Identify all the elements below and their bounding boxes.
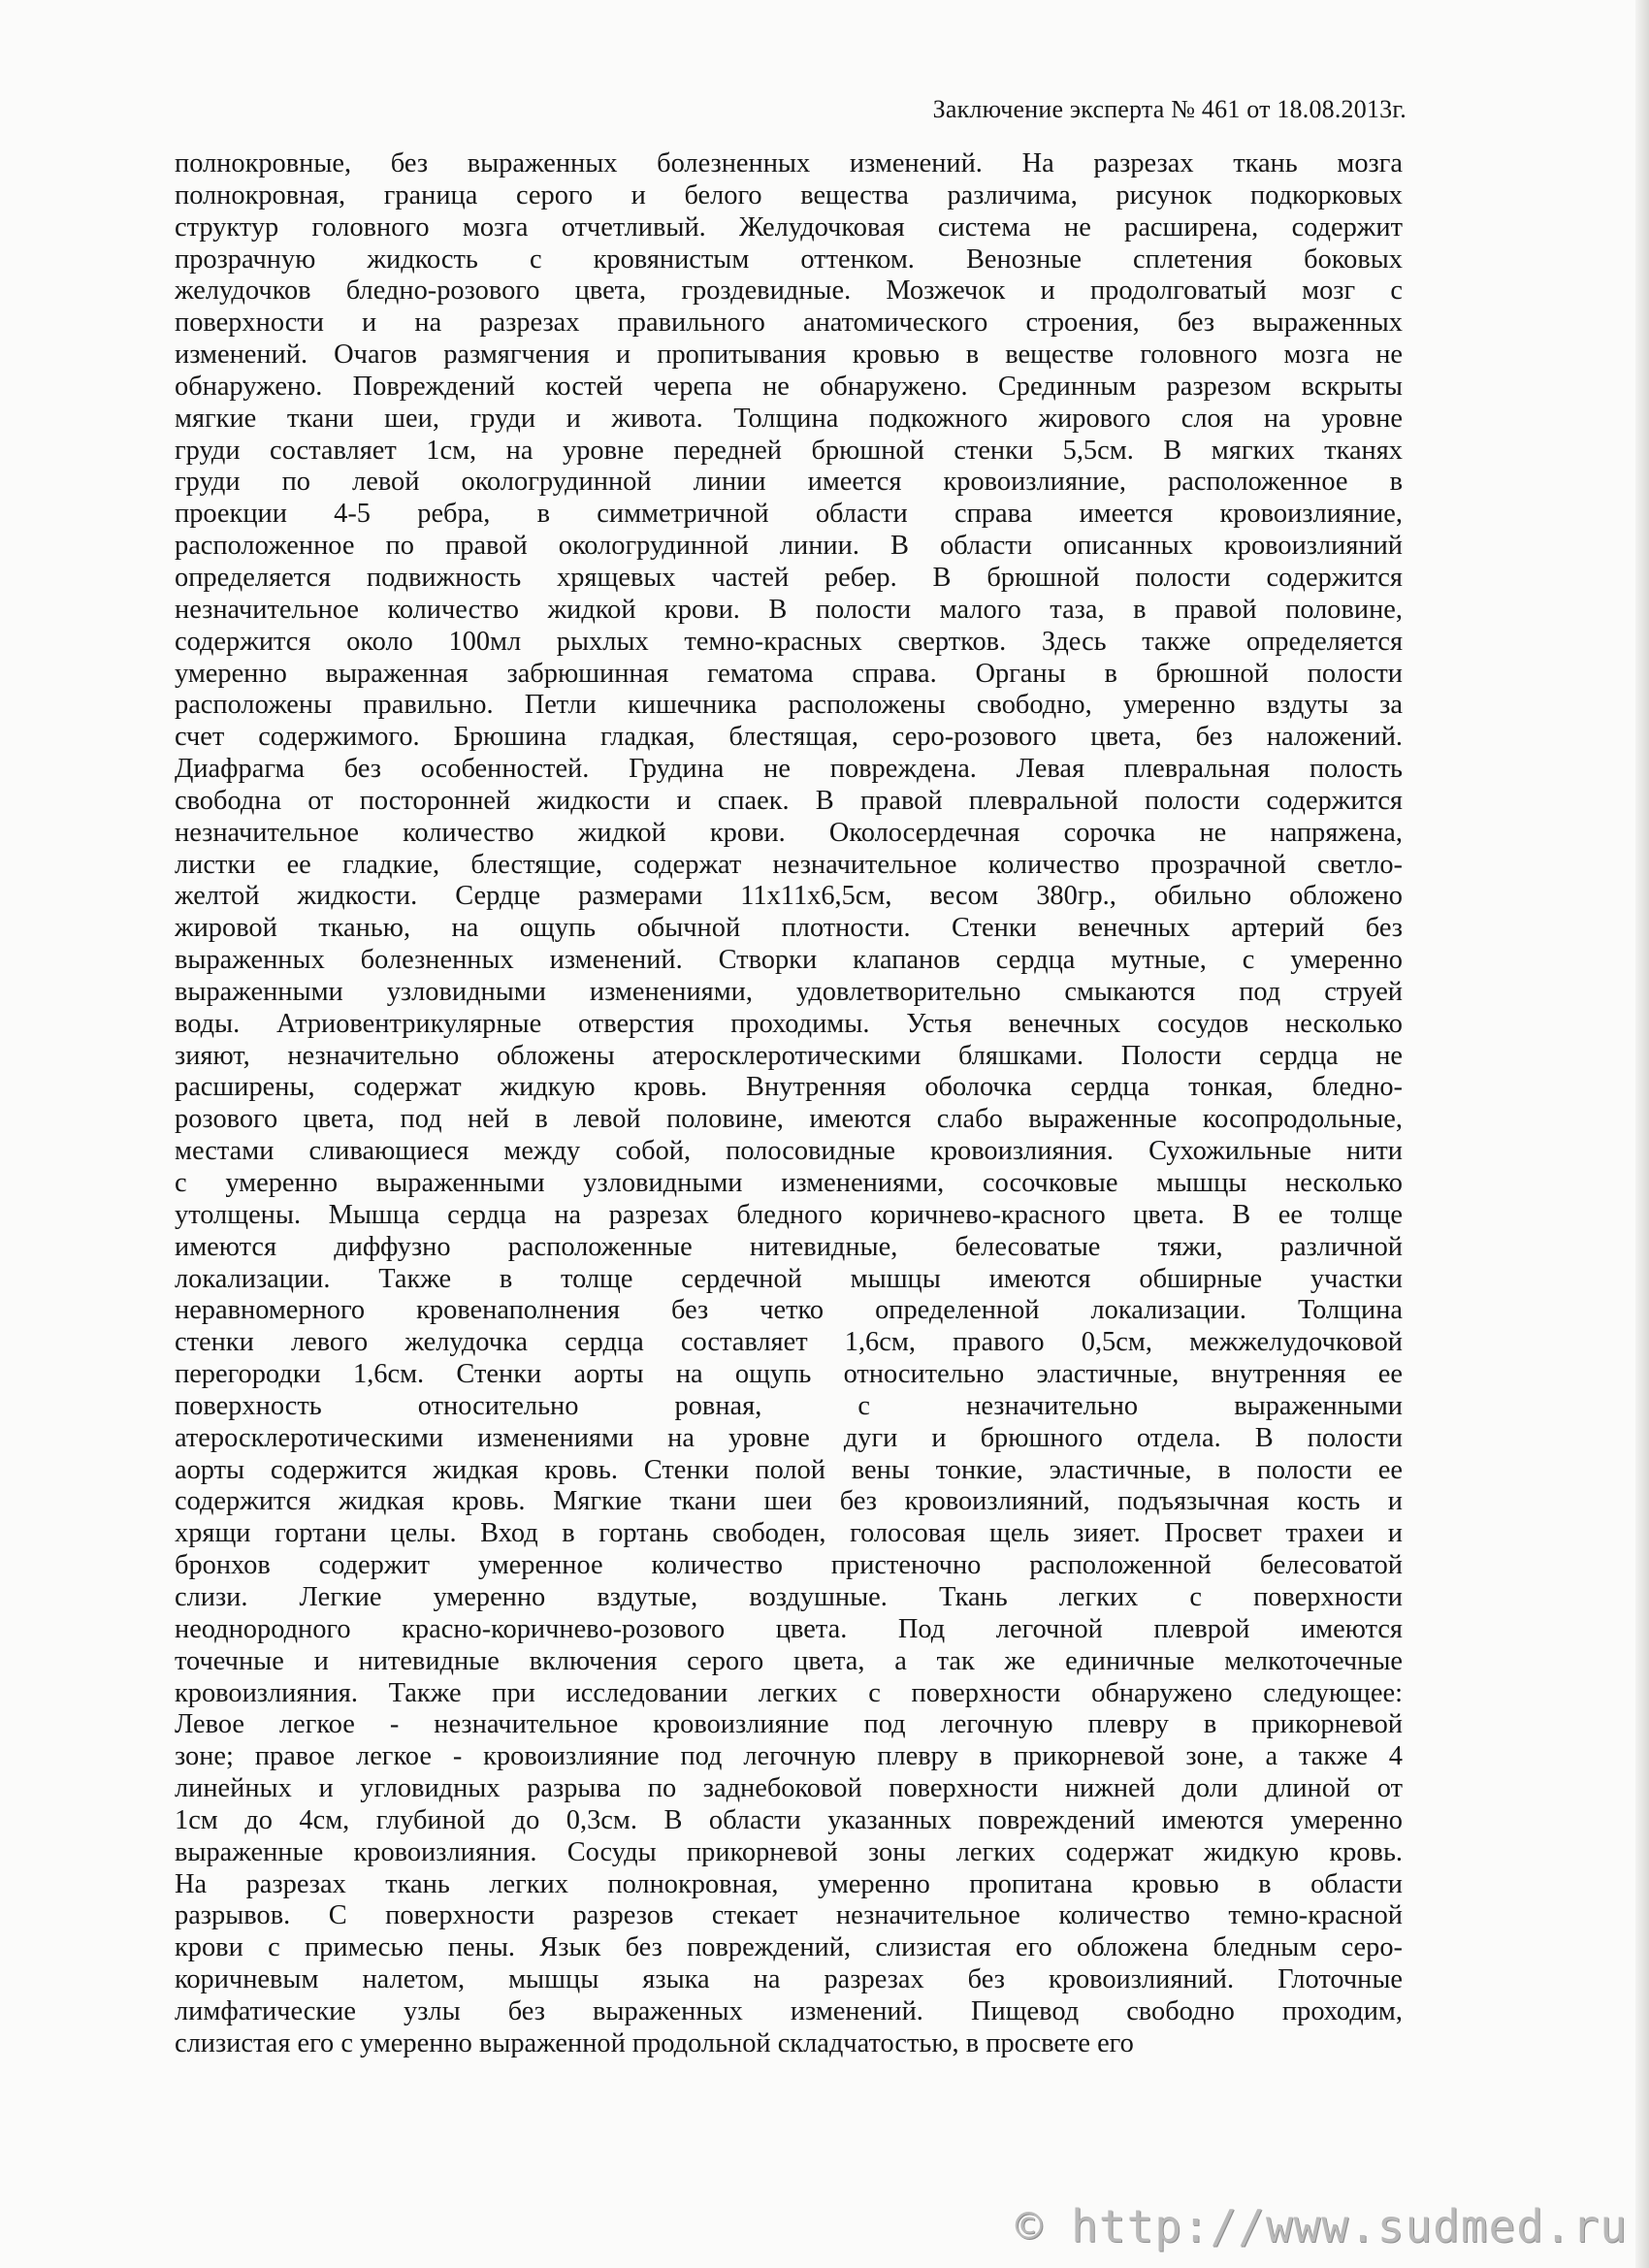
body-line: свободна от посторонней жидкости и спаек. В правой плевральной полости содержится: [175, 785, 1403, 816]
body-line: коричневым налетом, мышцы языка на разрезах без кровоизлияний. Глоточные: [175, 1964, 1403, 1995]
body-line: груди по левой окологрудинной линии имеется кровоизлияние, расположенное в: [175, 467, 1403, 498]
body-line: слизи. Легкие умеренно вздутые, воздушные. Ткань легких с поверхности: [175, 1581, 1403, 1612]
body-line: изменений. Очагов размягчения и пропитывания кровью в веществе головного мозга не: [175, 340, 1403, 371]
body-line: зияют, незначительно обложены атеросклеротическими бляшками. Полости сердца не: [175, 1040, 1403, 1071]
body-line: разрывов. С поверхности разрезов стекает незначительное количество темно-красной: [175, 1900, 1403, 1931]
body-line: с умеренно выраженными узловидными изменениями, сосочковые мышцы несколько: [175, 1168, 1403, 1198]
body-line: 1см до 4см, глубиной до 0,3см. В области указанных повреждений имеются умеренно: [175, 1804, 1403, 1835]
body-line: бронхов содержит умеренное количество пристеночно расположенной белесоватой: [175, 1550, 1403, 1581]
body-line: локализации. Также в толще сердечной мышцы имеются обширные участки: [175, 1263, 1403, 1294]
body-line: хрящи гортани целы. Вход в гортань свободен, голосовая щель зияет. Просвет трахеи и: [175, 1518, 1403, 1549]
body-line: поверхности и на разрезах правильного анатомического строения, без выраженных: [175, 308, 1403, 339]
body-line: прозрачную жидкость с кровянистым оттенком. Венозные сплетения боковых: [175, 243, 1403, 275]
body-line: неоднородного красно-коричнево-розового цвета. Под легочной плеврой имеются: [175, 1613, 1403, 1644]
body-line: умеренно выраженная забрюшинная гематома справа. Органы в брюшной полости: [175, 658, 1403, 689]
body-line: мягкие ткани шеи, груди и живота. Толщина подкожного жирового слоя на уровне: [175, 403, 1403, 434]
body-line: груди составляет 1см, на уровне передней брюшной стенки 5,5см. В мягких тканях: [175, 435, 1403, 466]
document-body: [175, 148, 1403, 2093]
body-line: незначительное количество жидкой крови. Околосердечная сорочка не напряжена,: [175, 817, 1403, 848]
body-line: расположены правильно. Петли кишечника расположены свободно, умеренно вздуты за: [175, 690, 1403, 721]
body-line: поверхность относительно ровная, с незначительно выраженными: [175, 1390, 1403, 1421]
body-line: местами сливающиеся между собой, полосовидные кровоизлияния. Сухожильные нити: [175, 1136, 1403, 1167]
body-line: стенки левого желудочка сердца составляет 1,6см, правого 0,5см, межжелудочковой: [175, 1327, 1403, 1358]
body-line: зоне; правое легкое - кровоизлияние под легочную плевру в прикорневой зоне, а также 4: [175, 1741, 1403, 1772]
body-line: листки ее гладкие, блестящие, содержат незначительное количество прозрачной светло-: [175, 849, 1403, 880]
body-line: розового цвета, под ней в левой половине, имеются слабо выраженные косопродольные,: [175, 1104, 1403, 1135]
body-line: Диафрагма без особенностей. Грудина не повреждена. Левая плевральная полость: [175, 754, 1403, 785]
body-line: перегородки 1,6см. Стенки аорты на ощупь относительно эластичные, внутренняя ее: [175, 1359, 1403, 1390]
body-line: На разрезах ткань легких полнокровная, умеренно пропитана кровью в области: [175, 1868, 1403, 1899]
watermark: © http://www.sudmed.ru: [1015, 2200, 1628, 2252]
body-line: лимфатические узлы без выраженных изменений. Пищевод свободно проходим,: [175, 1995, 1403, 2026]
body-line: Левое легкое - незначительное кровоизлияние под легочную плевру в прикорневой: [175, 1709, 1403, 1740]
body-line: расширены, содержат жидкую кровь. Внутренняя оболочка сердца тонкая, бледно-: [175, 1072, 1403, 1103]
body-line: незначительное количество жидкой крови. В полости малого таза, в правой половине,: [175, 594, 1403, 625]
body-line: желудочков бледно-розового цвета, гроздевидные. Мозжечок и продолговатый мозг с: [175, 275, 1403, 307]
body-line: жировой тканью, на ощупь обычной плотности. Стенки венечных артерий без: [175, 913, 1403, 944]
body-line: желтой жидкости. Сердце размерами 11х11х6,5см, весом 380гр., обильно обложено: [175, 881, 1403, 912]
body-line: кровоизлияния. Также при исследовании легких с поверхности обнаружено следующее:: [175, 1677, 1403, 1708]
body-line: расположенное по правой окологрудинной линии. В области описанных кровоизлияний: [175, 531, 1403, 562]
body-line: определяется подвижность хрящевых частей ребер. В брюшной полости содержится: [175, 562, 1403, 593]
body-line: проекции 4-5 ребра, в симметричной области справа имеется кровоизлияние,: [175, 499, 1403, 530]
body-line: содержится жидкая кровь. Мягкие ткани шеи без кровоизлияний, подъязычная кость и: [175, 1486, 1403, 1517]
scan-edge: [1635, 0, 1649, 2268]
body-line: полнокровные, без выраженных болезненных изменений. На разрезах ткань мозга: [175, 148, 1403, 178]
body-line: аорты содержится жидкая кровь. Стенки полой вены тонкие, эластичные, в полости ее: [175, 1454, 1403, 1485]
body-line: обнаружено. Повреждений костей черепа не обнаружено. Срединным разрезом вскрыты: [175, 371, 1403, 402]
body-line: структур головного мозга отчетливый. Желудочковая система не расширена, содержит: [175, 211, 1403, 243]
body-line: выраженные кровоизлияния. Сосуды прикорневой зоны легких содержат жидкую кровь.: [175, 1836, 1403, 1867]
body-line: содержится около 100мл рыхлых темно-красных свертков. Здесь также определяется: [175, 626, 1403, 657]
body-line: воды. Атриовентрикулярные отверстия проходимы. Устья венечных сосудов несколько: [175, 1008, 1403, 1039]
body-line: слизистая его с умеренно выраженной продольной складчатостью, в просвете его: [175, 2027, 1134, 2058]
body-line: линейных и угловидных разрыва по заднебоковой поверхности нижней доли длиной от: [175, 1773, 1403, 1804]
body-line: утолщены. Мышца сердца на разрезах бледного коричнево-красного цвета. В ее толще: [175, 1199, 1403, 1230]
body-line: счет содержимого. Брюшина гладкая, блестящая, серо-розового цвета, без наложений.: [175, 722, 1403, 753]
body-line: крови с примесью пены. Язык без повреждений, слизистая его обложена бледным серо-: [175, 1932, 1403, 1963]
body-line: атеросклеротическими изменениями на уровне дуги и брюшного отдела. В полости: [175, 1422, 1403, 1453]
body-line: неравномерного кровенаполнения без четко определенной локализации. Толщина: [175, 1295, 1403, 1326]
body-line: выраженных болезненных изменений. Створки клапанов сердца мутные, с умеренно: [175, 945, 1403, 976]
body-line: точечные и нитевидные включения серого цвета, а так же единичные мелкоточечные: [175, 1645, 1403, 1676]
body-line: имеются диффузно расположенные нитевидные, белесоватые тяжи, различной: [175, 1231, 1403, 1262]
document-header: Заключение эксперта № 461 от 18.08.2013г.: [932, 95, 1406, 123]
body-line: полнокровная, граница серого и белого вещества различима, рисунок подкорковых: [175, 179, 1403, 211]
body-line: выраженными узловидными изменениями, удовлетворительно смыкаются под струей: [175, 976, 1403, 1007]
